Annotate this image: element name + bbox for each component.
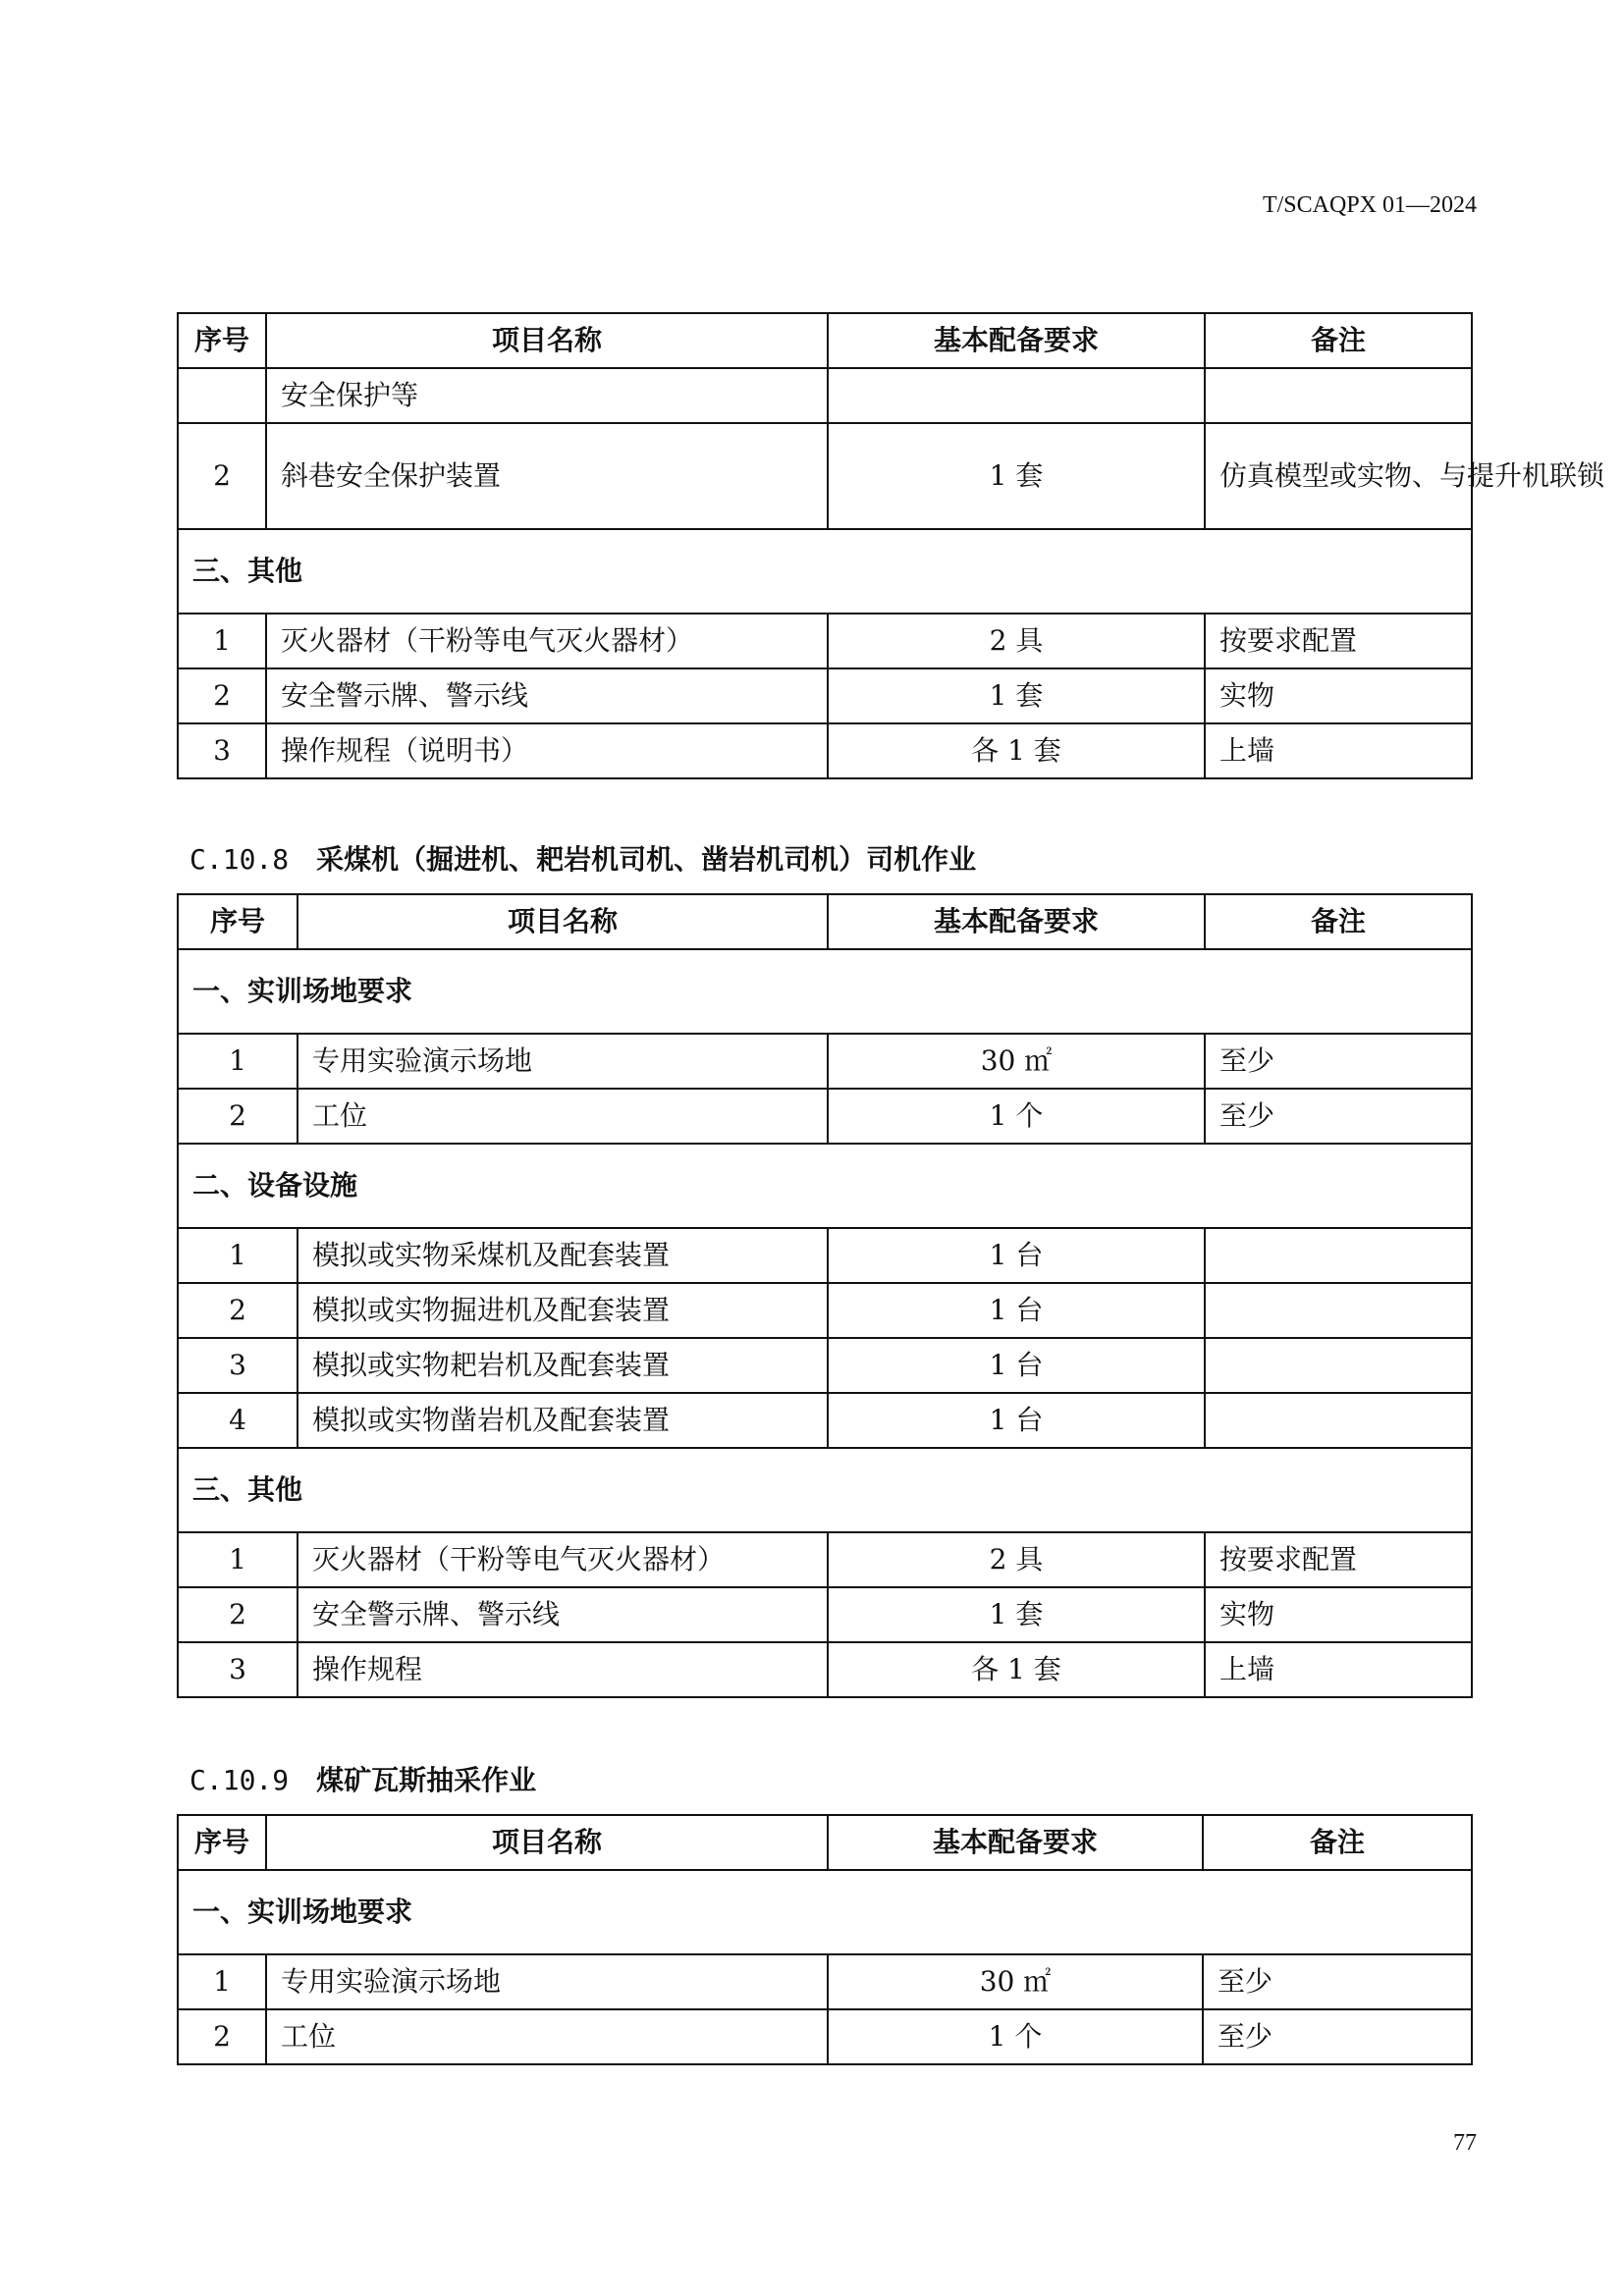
col-header-req: 基本配备要求 (828, 313, 1205, 368)
col-header-no: 序号 (178, 313, 266, 368)
table-row: 安全保护等 (178, 368, 1472, 423)
table-header-row (178, 894, 1472, 949)
section-number: C.10.8 (189, 843, 290, 876)
col-header-note: 备注 (1205, 894, 1472, 949)
equipment-table-c109 (177, 1814, 1473, 2065)
table-row: 2 工位 1 个 至少 (178, 2009, 1472, 2064)
standard-code: T/SCAQPX 01—2024 (1262, 192, 1477, 218)
table-header-row (178, 1815, 1472, 1870)
table-row: 2 安全警示牌、警示线 1 套 实物 (178, 668, 1472, 723)
group-row: 一、实训场地要求 (178, 1870, 1472, 1954)
col-header-name: 项目名称 (298, 894, 828, 949)
section-heading-c109 (189, 1759, 536, 1798)
col-header-req: 基本配备要求 (828, 894, 1205, 949)
col-header-note: 备注 (1205, 313, 1472, 368)
table-row: 4 模拟或实物凿岩机及配套装置 1 台 (178, 1393, 1472, 1448)
table-header-row (178, 313, 1472, 368)
col-header-note: 备注 (1203, 1815, 1472, 1870)
table-row: 1 模拟或实物采煤机及配套装置 1 台 (178, 1228, 1472, 1283)
table-row: 2 工位 1 个 至少 (178, 1089, 1472, 1144)
section-number: C.10.9 (189, 1764, 290, 1796)
table-row: 2 模拟或实物掘进机及配套装置 1 台 (178, 1283, 1472, 1338)
group-row: 三、其他 (178, 1448, 1472, 1532)
table-row: 1 专用实验演示场地 30 ㎡ 至少 (178, 1034, 1472, 1089)
table-row: 1 专用实验演示场地 30 ㎡ 至少 (178, 1954, 1472, 2009)
table-row: 1 灭火器材（干粉等电气灭火器材） 2 具 按要求配置 (178, 1532, 1472, 1587)
section-heading-c108 (189, 838, 976, 878)
table-row: 3 操作规程 各 1 套 上墙 (178, 1642, 1472, 1697)
table-row: 2 斜巷安全保护装置 1 套 仿真模型或实物、与提升机联锁 (178, 423, 1472, 529)
section-title: 煤矿瓦斯抽采作业 (316, 1764, 537, 1796)
page-number: 77 (1453, 2130, 1477, 2156)
group-row: 二、设备设施 (178, 1144, 1472, 1228)
section-title: 采煤机（掘进机、耙岩机司机、凿岩机司机）司机作业 (316, 843, 977, 876)
equipment-table-c108 (177, 893, 1473, 1698)
table-row: 3 操作规程（说明书） 各 1 套 上墙 (178, 723, 1472, 778)
col-header-name: 项目名称 (266, 313, 828, 368)
group-row: 三、其他 (178, 529, 1472, 614)
group-row: 一、实训场地要求 (178, 949, 1472, 1034)
table-row: 2 安全警示牌、警示线 1 套 实物 (178, 1587, 1472, 1642)
table-row: 1 灭火器材（干粉等电气灭火器材） 2 具 按要求配置 (178, 614, 1472, 668)
table-row: 3 模拟或实物耙岩机及配套装置 1 台 (178, 1338, 1472, 1393)
col-header-req: 基本配备要求 (828, 1815, 1203, 1870)
equipment-table-continued (177, 312, 1605, 779)
col-header-no: 序号 (178, 894, 298, 949)
col-header-name: 项目名称 (266, 1815, 828, 1870)
col-header-no: 序号 (178, 1815, 266, 1870)
